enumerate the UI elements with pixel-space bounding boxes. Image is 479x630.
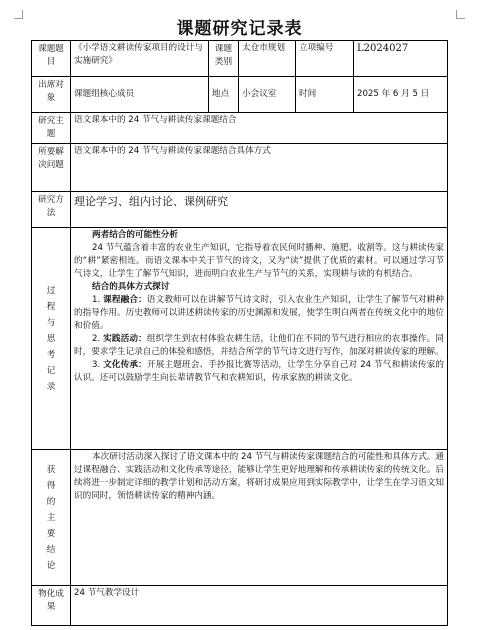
item-1-text: 语文教师可以在讲解节气诗文时，引入农业生产知识，让学生了解节气对耕种的指导作用。历史教师可以讲述耕读传家的历史渊源和发展，使学生明白两者在传统文化中的地位和价值。 [74,295,444,331]
project-number-value: L2024027 [354,41,448,77]
row-problem [32,144,448,192]
research-topic-value: 语文课本中的 24 节气与耕读传家课题结合 [71,113,448,144]
problem-value: 语文课本中的 24 节气与耕读传家课题结合具体方式 [71,144,448,192]
row-participants [32,77,448,113]
participants-label: 出席对象 [32,77,71,113]
conclusion-label: 获 得 的 主 要 结 论 [32,450,71,586]
row-research-topic [32,113,448,144]
time-value: 2025 年 6 月 5 日 [354,77,448,113]
document-title: 课题研究记录表 [176,19,303,39]
topic-label: 课题题目 [32,41,71,77]
place-value: 小会议室 [239,77,296,113]
outcome-value: 24 节气教学设计 [71,586,448,626]
item-3-title: 文化传承： [103,360,147,370]
category-label: 课题类别 [209,41,239,77]
research-record-table [31,40,448,626]
participants-value: 课题组核心成员 [71,77,209,113]
process-heading-1: 两者结合的可能性分析 [92,230,178,240]
row-conclusion [32,450,448,586]
process-item-1: 1. 课程融合：语文教师可以在讲解节气诗文时，引入农业生产知识，让学生了解节气对耕种的指导作用。历史教师可以讲述耕读传家的历史渊源和发展，使学生明白两者在传统文化中的地位和价值。 [74,295,444,331]
place-label: 地点 [209,77,239,113]
item-2-text: 组织学生到农村体验农耕生活，让他们在不同的节气进行相应的农事操作。同时，要求学生记录自己的体验和感悟，并结合所学的节气诗文进行写作，加深对耕读传家的理解。 [74,334,444,357]
outcome-label: 物化成果 [32,586,71,626]
project-number-label: 立项编号 [296,41,354,77]
method-label: 研究方法 [32,192,71,228]
problem-label: 所要解决问题 [32,144,71,192]
item-1-title: 课程融合： [103,295,147,305]
process-content [71,228,448,450]
topic-value: 《小学语文耕读传家项目的设计与实施研究》 [71,41,209,77]
conclusion-value: 本次研讨活动深入探讨了语文课本中的 24 节气与耕读传家课题结合的可能性和具体方式。通过课程融合、实践活动和文化传承等途径，能够让学生更好地理解和传承耕读传家的传统文化。后续将进一步制定详细的教学计划和活动方案，将研讨成果应用到实际教学中，让学生在学习语文知识的同时，领悟耕读传家的精神内涵。 [71,450,448,586]
category-value: 太仓市规划 [239,41,296,77]
process-heading-2: 结合的具体方式探讨 [92,282,170,292]
row-outcome [32,586,448,626]
method-value: 理论学习、组内讨论、课例研究 [71,192,448,228]
process-paragraph-1: 24 节气蕴含着丰富的农业生产知识，它指导着农民何时播种、施肥、收割等。这与耕读传家的“耕”紧密相连。而语文课本中关于节气的诗文，又为“读”提供了优质的素材。可以通过学习节气诗文，让学生了解节气知识，进而明白农业生产与节气的关系，实现耕与读的有机结合。 [74,243,444,279]
row-method [32,192,448,228]
process-item-2: 2. 实践活动：组织学生到农村体验农耕生活，让他们在不同的节气进行相应的农事操作。同时，要求学生记录自己的体验和感悟，并结合所学的节气诗文进行写作，加深对耕读传家的理解。 [74,334,444,357]
row-process [32,228,448,450]
process-item-3: 3. 文化传承：开展主题班会、手抄报比赛等活动，让学生分享自己对 24 节气和耕读传家的认识。还可以鼓励学生向长辈请教节气和农耕知识，传承家族的耕读文化。 [74,360,444,383]
item-2-title: 实践活动： [103,334,147,344]
research-topic-label: 研究主题 [32,113,71,144]
item-3-text: 开展主题班会、手抄报比赛等活动，让学生分享自己对 24 节气和耕读传家的认识。还可以鼓励学生向长辈请教节气和农耕知识，传承家族的耕读文化。 [74,360,444,383]
process-label: 过 程 与 思 考 记 录 [32,228,71,450]
row-topic [32,41,448,77]
time-label: 时间 [296,77,354,113]
